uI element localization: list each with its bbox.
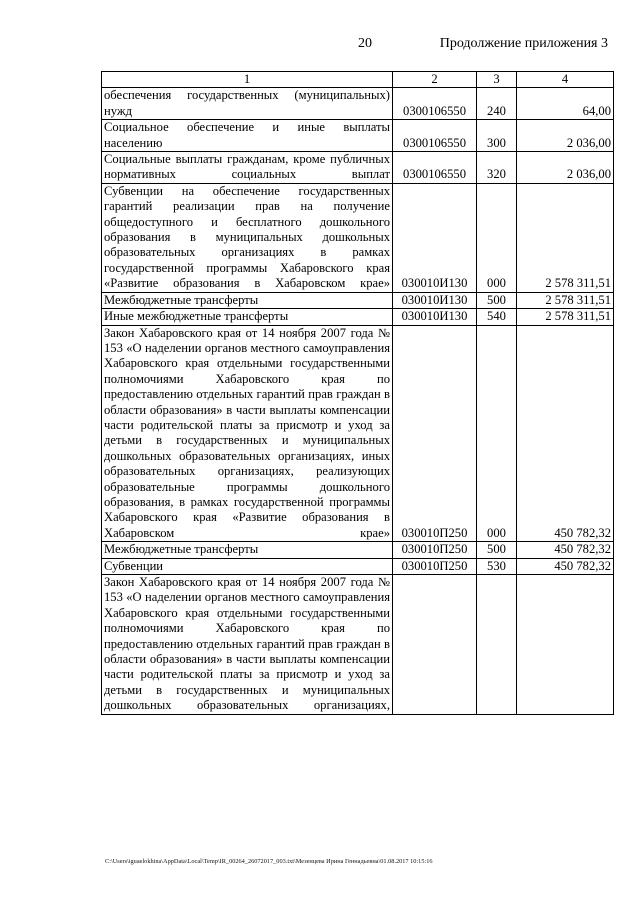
row-code: 030010П250 <box>393 542 477 558</box>
column-header: 2 <box>393 72 477 88</box>
row-code: 030010И130 <box>393 183 477 292</box>
footer-file-path: C:\Users\iguaelokhina\AppData\Local\Temp\IR_00264_26072017_003.txt\Мезенцева Ирина Геннадьевна\01.08.2017 10:15:16 <box>105 858 433 865</box>
row-code: 030010П250 <box>393 325 477 542</box>
row-expense-type: 500 <box>477 292 517 308</box>
table-row <box>102 88 614 120</box>
row-code: 030010И130 <box>393 309 477 325</box>
row-name: Субвенции <box>102 558 393 574</box>
row-sum: 2 578 311,51 <box>517 183 614 292</box>
row-expense-type: 530 <box>477 558 517 574</box>
table-row <box>102 120 614 152</box>
page-continuation-title: Продолжение приложения 3 <box>439 36 608 51</box>
table-row <box>102 152 614 184</box>
row-code: 0300106550 <box>393 120 477 152</box>
row-sum: 2 578 311,51 <box>517 309 614 325</box>
row-expense-type: 540 <box>477 309 517 325</box>
column-header: 1 <box>102 72 393 88</box>
row-name: Закон Хабаровского края от 14 ноября 2007 года № 153 «О наделении органов местного самоуправления Хабаровского края отдельными государственными полномочиями Хабаровского края по предоставлению отдельных гарантий прав граждан в области образования» в части выплаты компенсации части родительской платы за присмотр и уход за детьми в государственных и муниципальных дошкольных образовательных организациях, иных образовательных организациях, реализующих образовательные программы дошкольного образования, в рамках государственной программы Хабаровского края «Развитие образования в Хабаровском крае» <box>102 325 393 542</box>
row-code: 0300106550 <box>393 88 477 120</box>
row-name: обеспечения государственных (муниципальных) нужд <box>102 88 393 120</box>
row-name: Межбюджетные трансферты <box>102 292 393 308</box>
table-row <box>102 183 614 292</box>
table-row <box>102 309 614 325</box>
table-row <box>102 575 614 715</box>
row-name: Закон Хабаровского края от 14 ноября 2007 года № 153 «О наделении органов местного самоуправления Хабаровского края отдельными государственными полномочиями Хабаровского края по предоставлению отдельных гарантий прав граждан в области образования» в части выплаты компенсации части родительской платы за присмотр и уход за детьми в государственных и муниципальных дошкольных образовательных организациях, <box>102 575 393 715</box>
budget-table <box>101 71 614 715</box>
row-sum: 2 036,00 <box>517 152 614 184</box>
row-name: Социальные выплаты гражданам, кроме публичных нормативных социальных выплат <box>102 152 393 184</box>
row-name: Иные межбюджетные трансферты <box>102 309 393 325</box>
page-number: 20 <box>358 36 372 51</box>
table-header-row <box>102 72 614 88</box>
row-sum: 2 036,00 <box>517 120 614 152</box>
row-expense-type: 500 <box>477 542 517 558</box>
column-header: 3 <box>477 72 517 88</box>
row-code: 030010П250 <box>393 558 477 574</box>
table-row <box>102 558 614 574</box>
row-sum: 450 782,32 <box>517 558 614 574</box>
row-expense-type: 000 <box>477 183 517 292</box>
row-expense-type <box>477 575 517 715</box>
row-sum <box>517 575 614 715</box>
row-name: Межбюджетные трансферты <box>102 542 393 558</box>
row-code: 030010И130 <box>393 292 477 308</box>
row-sum: 2 578 311,51 <box>517 292 614 308</box>
table-row <box>102 325 614 542</box>
row-sum: 64,00 <box>517 88 614 120</box>
row-name: Субвенции на обеспечение государственных гарантий реализации прав на получение общедоступного и бесплатного дошкольного образования в муниципальных дошкольных образовательных организациях в рамках государственной программы Хабаровского края «Развитие образования в Хабаровском крае» <box>102 183 393 292</box>
table-row <box>102 292 614 308</box>
row-expense-type: 000 <box>477 325 517 542</box>
row-expense-type: 300 <box>477 120 517 152</box>
row-code <box>393 575 477 715</box>
row-sum: 450 782,32 <box>517 325 614 542</box>
row-sum: 450 782,32 <box>517 542 614 558</box>
row-name: Социальное обеспечение и иные выплаты населению <box>102 120 393 152</box>
row-code: 0300106550 <box>393 152 477 184</box>
column-header: 4 <box>517 72 614 88</box>
row-expense-type: 240 <box>477 88 517 120</box>
row-expense-type: 320 <box>477 152 517 184</box>
table-row <box>102 542 614 558</box>
